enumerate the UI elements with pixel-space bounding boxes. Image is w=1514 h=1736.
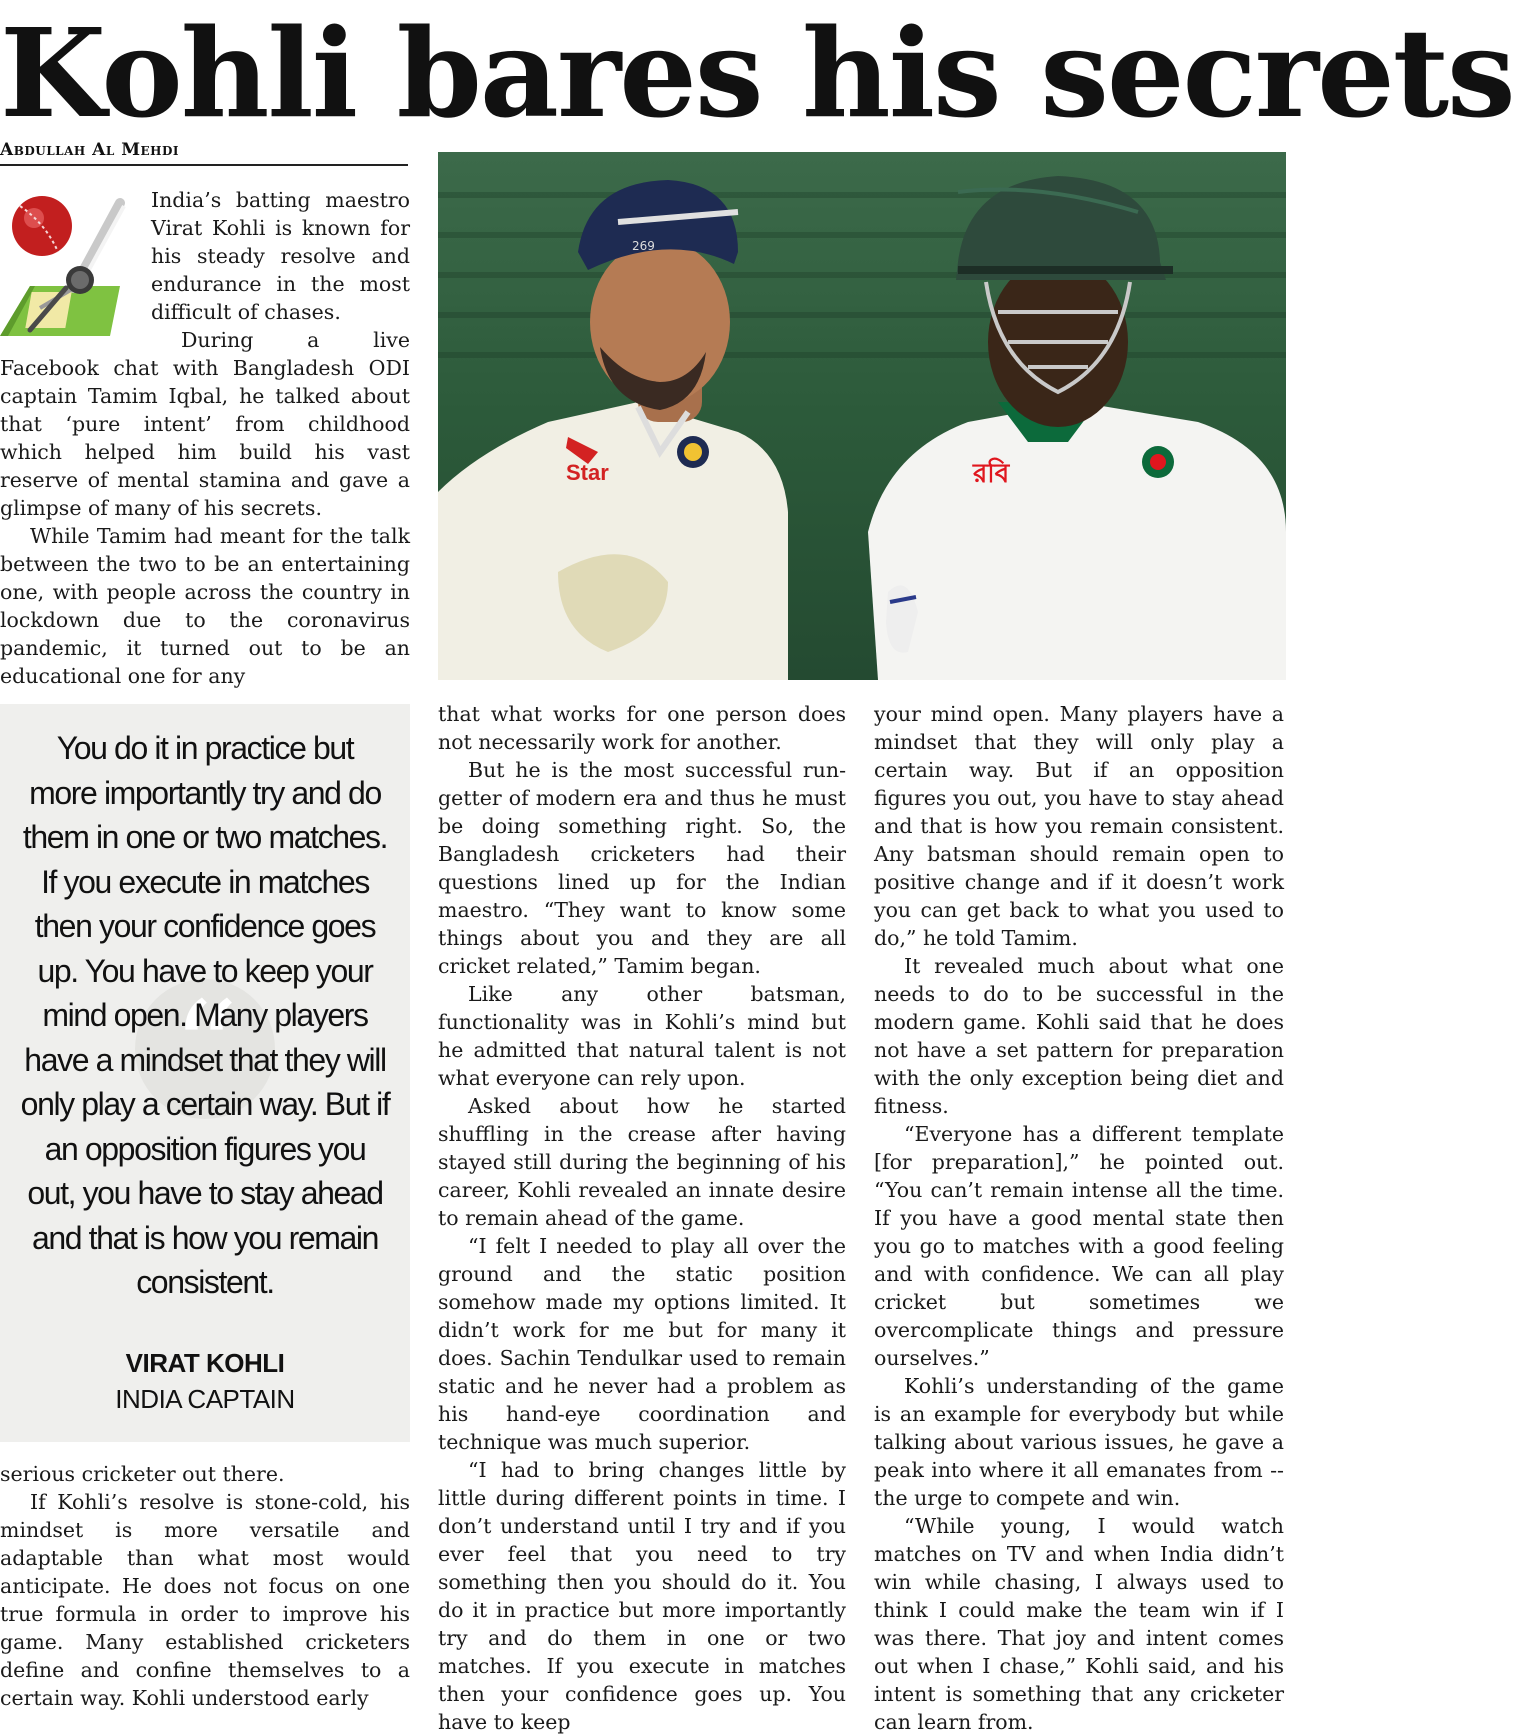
paragraph: It revealed much about what one needs to do to be successful in the modern game. Kohli said that he does not have a set pattern for preparation with the only exception being diet and fitness. [874,954,1284,1118]
column-2 [438,700,846,1734]
photo-illustration [438,152,1286,680]
pull-quote [0,704,410,1442]
paragraph: Asked about how he started shuffling in the crease after having stayed still during the beginning of his career, Kohli revealed an innate desire to remain ahead of the game. [438,1094,846,1230]
byline [0,140,408,166]
paragraph: India’s batting maestro Virat Kohli is known for his steady resolve and endurance in the most difficult of chases. [151,188,410,324]
paragraph: Like any other batsman, functionality was in Kohli’s mind but he admitted that natural talent is not what everyone can rely upon. [438,982,846,1090]
paragraph: During a live Facebook chat with Bangladesh ODI captain Tamim Iqbal, he talked about that ‘pure intent’ from childhood which helped him build his vast reserve of mental stamina and gave a glimpse of many of his secrets. [0,328,410,520]
byline-text: Abdullah Al Mehdi [0,140,180,160]
paragraph: your mind open. Many players have a mindset that they will only play a certain way. But if an opposition figures you out, you have to stay ahead and that is how you remain consistent. Any batsman should remain open to positive change and if it doesn’t work you can get back to what you used to do,” he told Tamim. [874,702,1284,950]
paragraph: “While young, I would watch matches on TV and when India didn’t win while chasing, I always used to think I could make the team win if I was there. That joy and intent comes out when I chase,” Kohli said, and his intent is something that any cricketer can learn from. [874,1514,1284,1734]
cap-text: 269 [632,239,655,253]
headline: Kohli bares his secrets [0,1,1514,145]
paragraph: While Tamim had meant for the talk between the two to be an entertaining one, with people across the country in lockdown due to the coronavirus pandemic, it turned out to be an educational one for any [0,524,410,688]
pull-quote-attribution-role: INDIA CAPTAIN [115,1384,295,1414]
paragraph: Kohli’s understanding of the game is an example for everybody but while talking about various issues, he gave a peak into where it all emanates from -- the urge to compete and win. [874,1374,1284,1510]
paragraph: that what works for one person does not necessarily work for another. [438,702,846,754]
column-1-top [0,186,410,686]
pull-quote-attribution-name: VIRAT KOHLI [125,1348,285,1378]
svg-text:“: “ [172,973,239,1125]
shirt-sponsor-text: Star [566,460,609,485]
paragraph: “I had to bring changes little by little during different points in time. I don’t understand until I try and if you ever feel that you need to try something then you should do it. You do it in practice but more importantly try and do them in one or two matches. If you execute in matches then your confidence goes up. You have to keep [438,1458,846,1734]
paragraph: If Kohli’s resolve is stone-cold, his mindset is more versatile and adaptable than what most would anticipate. He does not focus on one true formula in order to improve his game. Many established cricketers define and confine themselves to a certain way. Kohli understood early [0,1490,410,1710]
column-1-bottom [0,1460,410,1715]
pull-quote-text: You do it in practice but more importantly try and do them in one or two matches. If you execute in matches then your confidence goes up. You have to keep your mind open. Many players have a mindset that they will only play a certain way. But if an opposition figures you out, you have to stay ahead and that is how you remain consistent. [20,730,390,1300]
paragraph: serious cricketer out there. [0,1462,285,1486]
paragraph: “I felt I needed to play all over the ground and the static position somehow made my options limited. It didn’t work for me but for many it does. Sachin Tendulkar used to remain static and he never had a problem as his hand-eye coordination and technique was much superior. [438,1234,846,1454]
paragraph: “Everyone has a different template [for preparation],” he pointed out. “You can’t remain intense all the time. If you have a good mental state then you go to matches with a good feeling and with confidence. We can all play cricket but sometimes we overcomplicate things and pressure ourselves.” [874,1122,1284,1370]
column-3 [874,700,1284,1734]
players-photo [438,152,1286,680]
cricket-ball-microphone-icon [0,188,145,338]
sponsor-bangla-text: রবি [973,459,1010,489]
paragraph: But he is the most successful run-getter of modern era and thus he must be doing something right. So, the Bangladesh cricketers had their questions lined up for the Indian maestro. “They want to know some things about you and they are all cricket related,” Tamim began. [438,758,846,978]
